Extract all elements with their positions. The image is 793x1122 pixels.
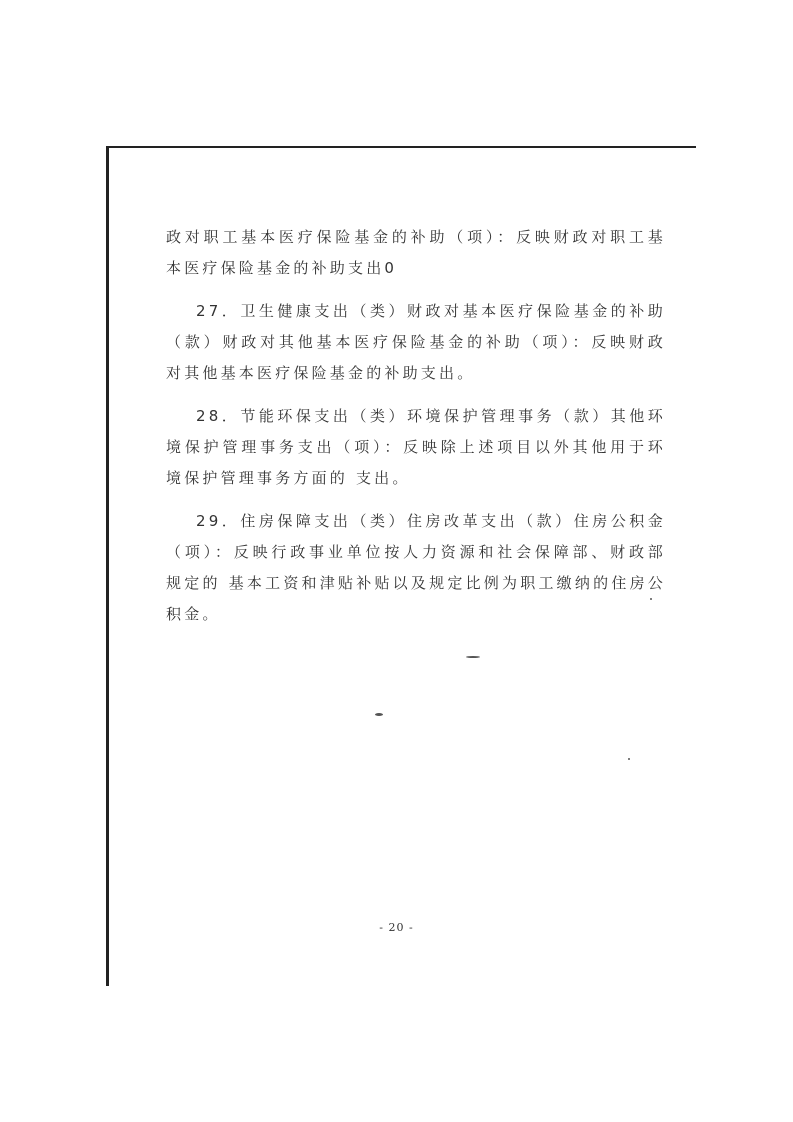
page-number: - 20 - [379,921,414,934]
scan-speck [628,758,630,760]
scan-border-left [106,146,109,986]
paragraph-item-29: 29．住房保障支出（类）住房改革支出（款）住房公积金（项）：反映行政事业单位按人力资源和社会保障部、财政部规定的 基本工资和津贴补贴以及规定比例为职工缴纳的住房公积金。 [166,512,666,623]
scan-speck [650,598,652,600]
paragraph-continuation: 政对职工基本医疗保险基金的补助（项）：反映财政对职工基本医疗保险基金的补助支出0 [166,228,666,277]
scan-border-top [106,146,696,148]
paragraph-item-27: 27．卫生健康支出（类）财政对基本医疗保险基金的补助（款）财政对其他基本医疗保险基金的补助（项）：反映财政对其他基本医疗保险基金的补助支出。 [166,302,666,382]
scan-speck [466,656,480,658]
body-text [166,222,666,642]
paragraph-item-28: 28．节能环保支出（类）环境保护管理事务（款）其他环境保护管理事务支出（项）：反映除上述项目以外其他用于环境保护管理事务方面的 支出。 [166,407,666,487]
scan-speck [375,713,383,716]
